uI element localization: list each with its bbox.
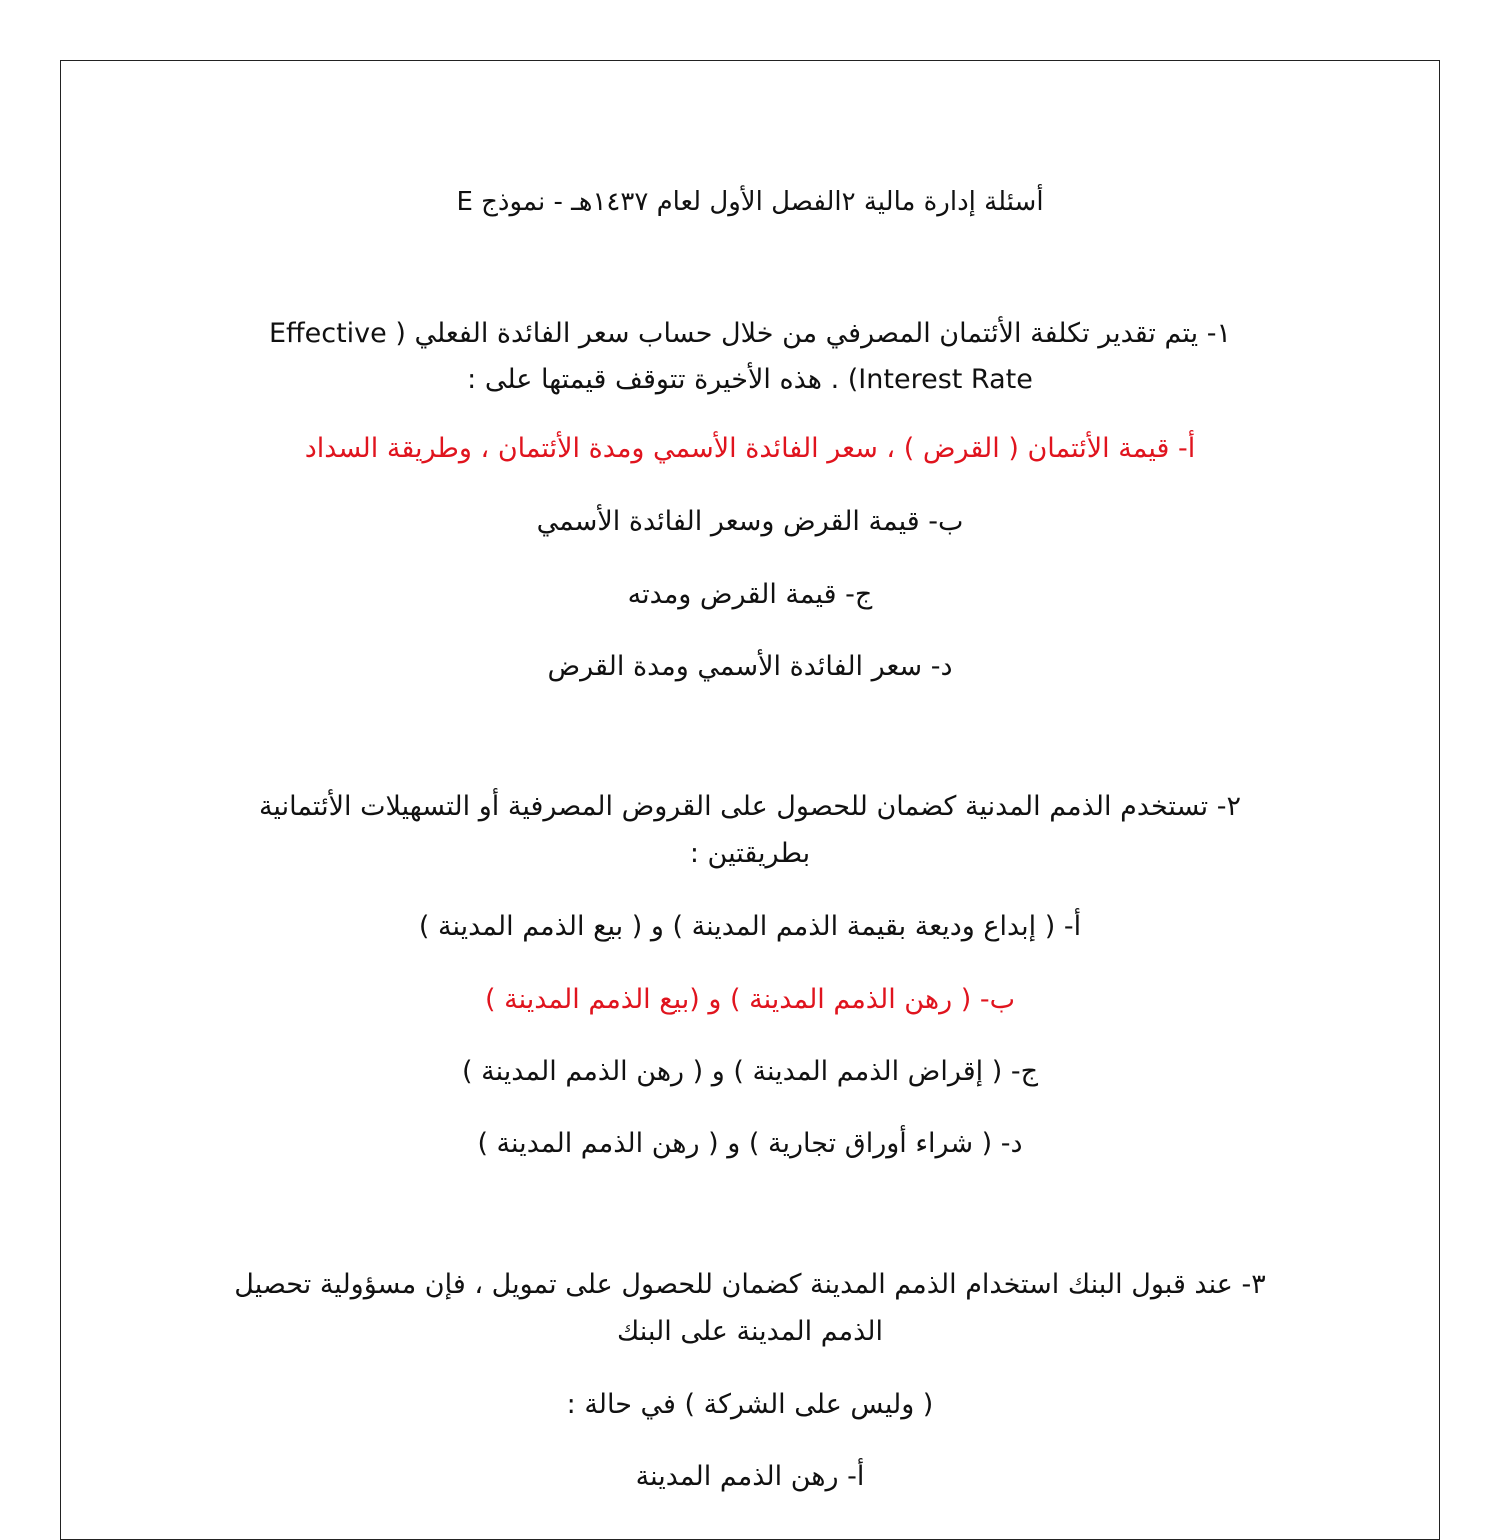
question-2-option-c: ج- ( إقراض الذمم المدينة ) و ( رهن الذمم المدينة ) [462, 1056, 1038, 1087]
question-3-option-a: أ- رهن الذمم المدينة [635, 1461, 865, 1492]
question-1-option-b: ب- قيمة القرض وسعر الفائدة الأسمي [536, 506, 964, 537]
question-3-stem-line-1: ٣- عند قبول البنك استخدام الذمم المدينة كضمان للحصول على تمويل ، فإن مسؤولية تحصيل [234, 1269, 1266, 1300]
question-3-stem-line-2: الذمم المدينة على البنك [616, 1316, 884, 1347]
question-2-stem-line-2: بطريقتين : [689, 838, 811, 869]
question-1-option-a-answer: أ- قيمة الأئتمان ( القرض ) ، سعر الفائدة الأسمي ومدة الأئتمان ، وطريقة السداد [304, 433, 1196, 464]
question-1-stem-line-1: ١- يتم تقدير تكلفة الأئتمان المصرفي من خلال حساب سعر الفائدة الفعلي ( Effective [268, 318, 1232, 349]
question-2-option-d: د- ( شراء أوراق تجارية ) و ( رهن الذمم المدينة ) [477, 1128, 1023, 1159]
document-title: أسئلة إدارة مالية ٢الفصل الأول لعام ١٤٣٧هـ - نموذج E [456, 187, 1044, 217]
question-1-stem-line-2: Interest Rate) . هذه الأخيرة تتوقف قيمتها على : [467, 364, 1033, 395]
question-3-stem-line-3: ( وليس على الشركة ) في حالة : [566, 1389, 934, 1420]
question-2-option-b-answer: ب- ( رهن الذمم المدينة ) و (بيع الذمم المدينة ) [485, 984, 1015, 1015]
question-2-stem-line-1: ٢- تستخدم الذمم المدنية كضمان للحصول على القروض المصرفية أو التسهيلات الأئتمانية [258, 791, 1242, 822]
question-2-option-a: أ- ( إبداع وديعة بقيمة الذمم المدينة ) و ( بيع الذمم المدينة ) [418, 911, 1082, 942]
question-1-option-d: د- سعر الفائدة الأسمي ومدة القرض [547, 651, 953, 682]
question-1-option-c: ج- قيمة القرض ومدته [627, 579, 873, 610]
